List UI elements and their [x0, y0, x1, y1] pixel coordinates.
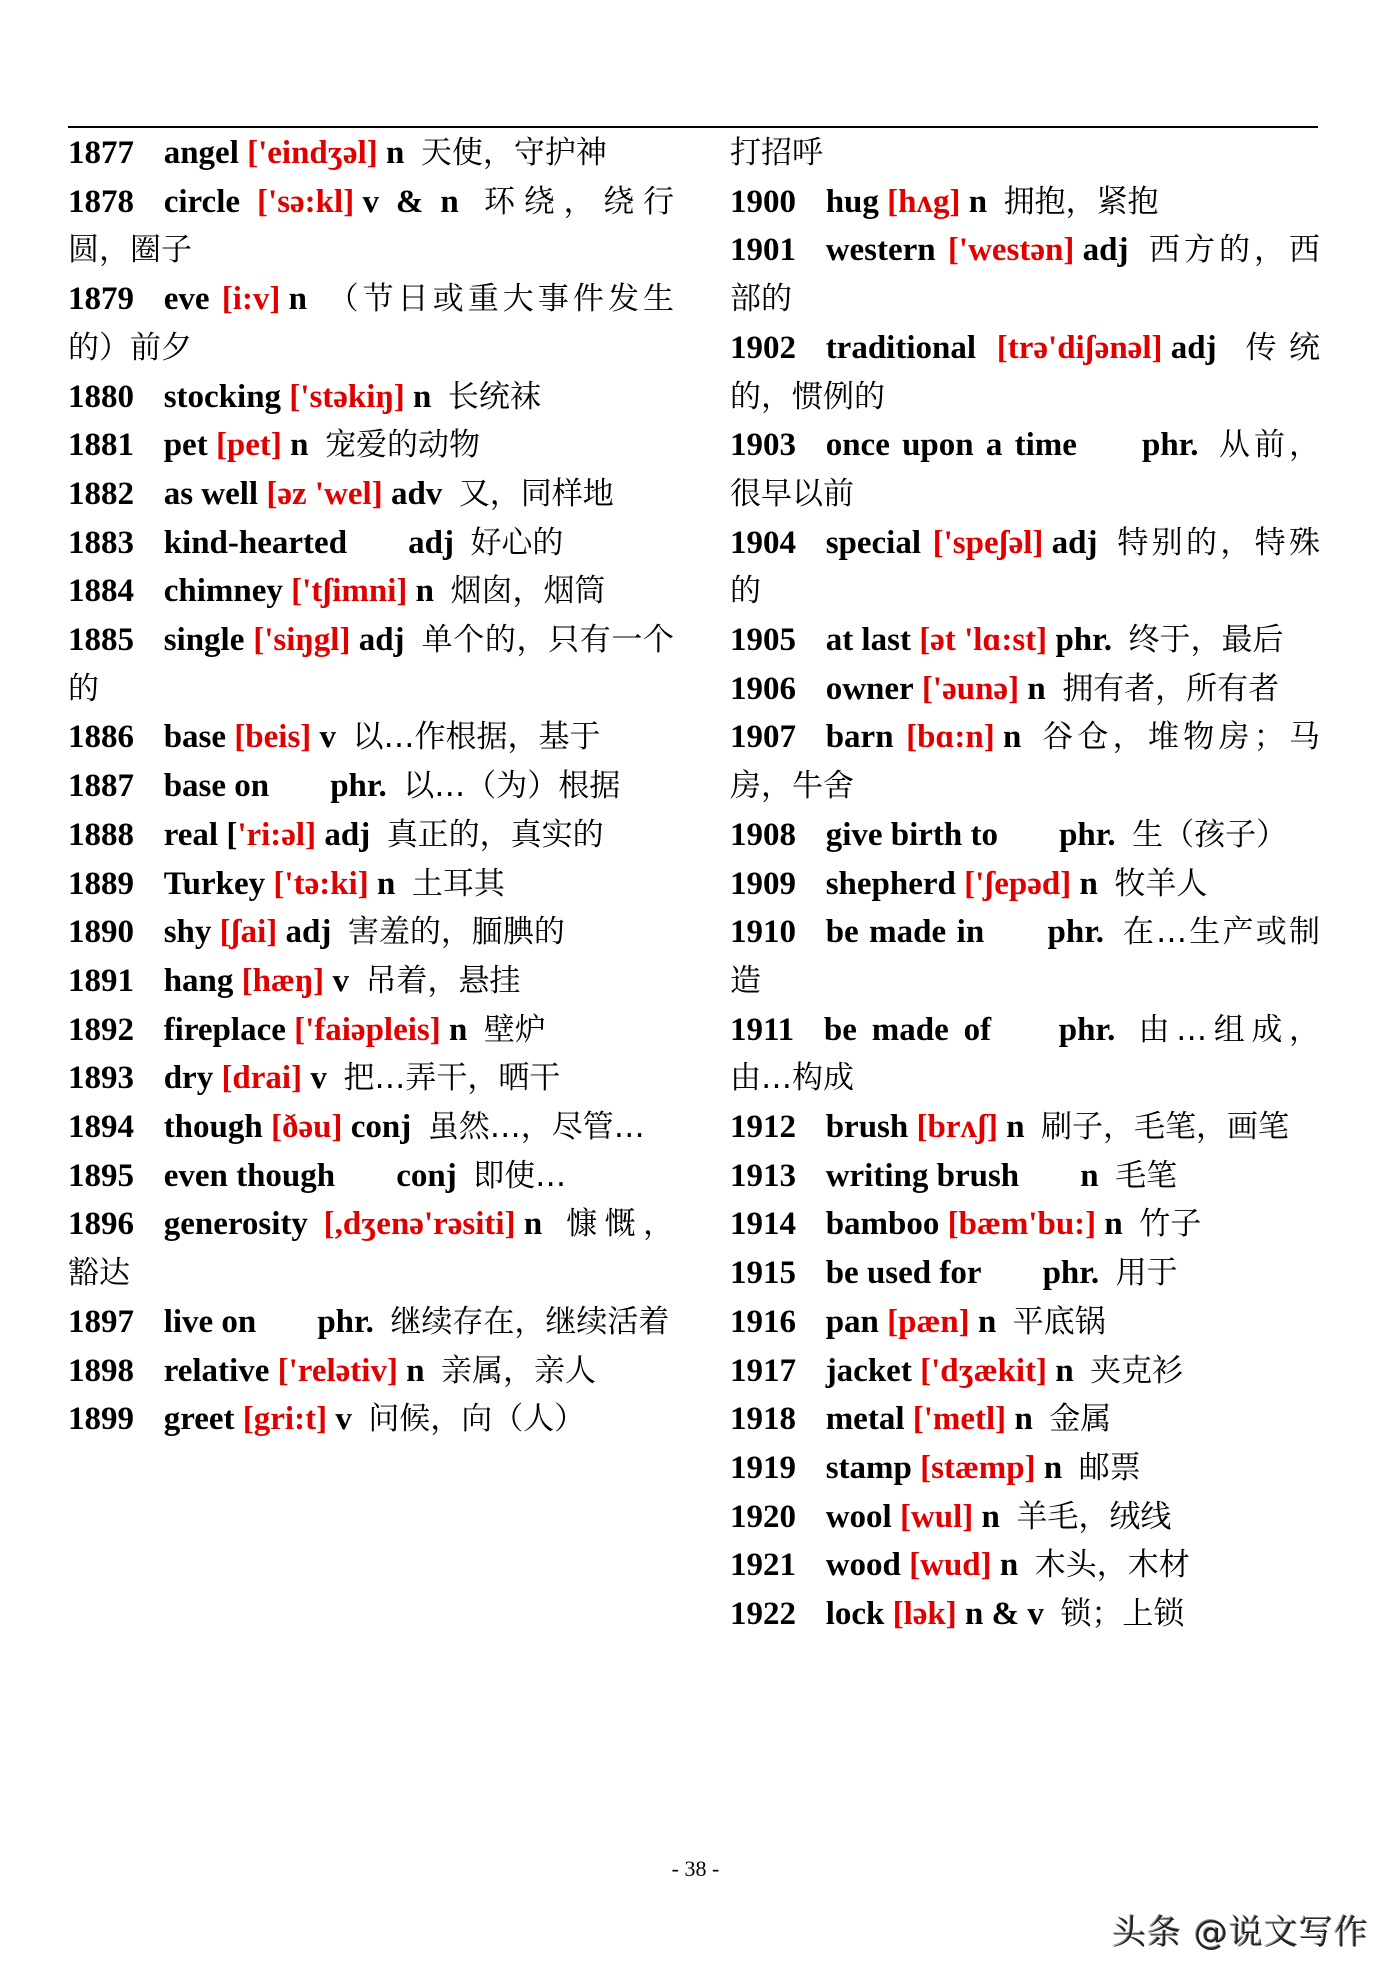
entry-number: 1905: [730, 622, 796, 659]
entry-part-of-speech: n & v: [965, 1596, 1044, 1633]
vocab-entry: [68, 811, 674, 860]
entry-definition: 土耳其: [411, 865, 505, 902]
entry-word: be used for: [825, 1255, 982, 1292]
entry-phonetic: [ðəu]: [271, 1109, 343, 1146]
entry-number: 1879: [68, 281, 134, 318]
entry-part-of-speech: n: [977, 1303, 997, 1340]
entry-number: 1902: [730, 329, 796, 366]
entry-definition: 特别的，特殊的: [730, 524, 1321, 610]
entry-word: traditional: [825, 329, 977, 366]
entry-part-of-speech: adj: [1082, 232, 1129, 269]
entry-definition: 虽然…，尽管…: [427, 1109, 645, 1146]
vocab-entry: [68, 373, 674, 422]
entry-word: be made in: [825, 914, 985, 951]
entry-definition: 邮票: [1078, 1449, 1141, 1486]
right-column: [730, 129, 1320, 1639]
entry-definition: 夹克衫: [1090, 1352, 1184, 1389]
entry-definition: （节日或重大事件发生的）前夕: [68, 281, 674, 366]
entry-word: once upon a time: [825, 427, 1077, 464]
vocab-entry: [68, 616, 674, 713]
entry-definition: 天使，守护神: [420, 135, 607, 171]
entry-phonetic: [wul]: [899, 1498, 974, 1535]
entry-word: as well: [163, 475, 259, 512]
entry-number: 1921: [730, 1547, 796, 1584]
left-column: [68, 129, 737, 1444]
entry-phonetic: ['tʃimni]: [291, 573, 408, 610]
entry-number: 1910: [730, 914, 796, 951]
entry-word: kind-hearted: [163, 524, 348, 561]
entry-phonetic: ['westən]: [947, 232, 1075, 269]
vocab-entry: [68, 1054, 674, 1103]
entry-phonetic: 'ri:əl]: [237, 816, 317, 853]
entry-word: western: [825, 232, 936, 269]
entry-number: 1882: [68, 475, 134, 512]
entry-definition: 用于: [1115, 1255, 1178, 1292]
entry-word: metal: [825, 1401, 905, 1438]
entry-part-of-speech: phr.: [330, 768, 387, 805]
entry-definition: 单个的，只有一个的: [68, 622, 675, 707]
entry-part-of-speech: adj: [1170, 329, 1217, 366]
vocab-entry: [730, 1347, 1320, 1396]
entry-phonetic: ['stəkiŋ]: [289, 378, 405, 415]
entry-part-of-speech: n: [1043, 1449, 1063, 1486]
entry-phonetic: ['relətiv]: [277, 1352, 398, 1389]
entry-phonetic: [pet]: [215, 427, 282, 464]
entry-number: 1901: [730, 232, 796, 269]
vocab-entry: [730, 226, 1320, 323]
entry-phonetic-lead: [: [226, 816, 238, 853]
entry-number: 1887: [68, 768, 134, 805]
entry-number: 1894: [68, 1109, 134, 1146]
entry-word: dry: [163, 1060, 214, 1097]
entry-number: 1895: [68, 1157, 134, 1194]
entry-number: 1890: [68, 914, 134, 951]
entry-part-of-speech: n: [1014, 1401, 1033, 1438]
entry-word: hang: [163, 962, 234, 999]
entry-number: 1904: [730, 524, 796, 561]
entry-definition: 毛笔: [1115, 1157, 1178, 1194]
vocab-entry: [68, 713, 674, 762]
entry-part-of-speech: adj: [358, 622, 405, 659]
entry-part-of-speech: n: [376, 865, 396, 902]
entry-phonetic: [stæmp]: [920, 1449, 1036, 1486]
entry-number: 1888: [68, 816, 134, 853]
entry-number: 1911: [730, 1011, 795, 1048]
entry-word: at last: [825, 622, 911, 659]
vocab-entry: [68, 421, 674, 470]
vocab-entry: [730, 1006, 1320, 1103]
entry-definition: 宠爱的动物: [325, 427, 481, 464]
vocab-entry: [730, 1395, 1320, 1444]
entry-number: 1892: [68, 1011, 134, 1048]
entry-phonetic: [bɑ:n]: [906, 719, 995, 756]
entry-part-of-speech: n: [449, 1011, 468, 1048]
entry-word: live on: [163, 1303, 257, 1340]
entry-word: barn: [825, 719, 894, 756]
entry-part-of-speech: phr.: [317, 1303, 374, 1340]
entry-number: 1922: [730, 1596, 796, 1633]
entry-word: real: [163, 816, 219, 853]
entry-part-of-speech: n: [1002, 719, 1022, 756]
entry-word: writing brush: [825, 1157, 1020, 1194]
entry-phonetic: [trə'diʃənəl]: [996, 329, 1163, 366]
entry-number: 1897: [68, 1303, 134, 1340]
entry-word: base: [163, 719, 227, 756]
entry-phonetic: [ət 'lɑ:st]: [919, 622, 1048, 659]
entry-phonetic: ['eindʒəl]: [247, 135, 378, 171]
entry-part-of-speech: adj: [324, 816, 371, 853]
vocab-entry: [730, 519, 1320, 616]
entry-part-of-speech: n: [290, 427, 309, 464]
entry-part-of-speech: adj: [408, 524, 454, 561]
entry-word: shy: [163, 914, 212, 951]
entry-definition: 牧羊人: [1114, 865, 1208, 902]
entry-phonetic: ['metl]: [912, 1401, 1007, 1438]
entry-word: jacket: [825, 1352, 912, 1389]
vocab-entry: [68, 1347, 674, 1396]
entry-definition: 锁；上锁: [1060, 1596, 1185, 1633]
entry-word: eve: [163, 281, 210, 318]
vocab-entry: [68, 1152, 674, 1201]
vocab-entry: [730, 616, 1320, 665]
entry-phonetic: [bæm'bu:]: [947, 1206, 1097, 1243]
entry-phonetic: [i:v]: [221, 281, 281, 318]
entry-word: greet: [163, 1401, 235, 1438]
entry-number: 1913: [730, 1157, 796, 1194]
vocab-entry: [68, 275, 674, 372]
entry-word: be made of: [823, 1011, 992, 1048]
entry-part-of-speech: n: [1027, 670, 1046, 707]
vocab-entry: [68, 129, 674, 178]
entry-phonetic: [drai]: [221, 1060, 303, 1097]
vocab-entry: [730, 1249, 1320, 1298]
entry-word: give birth to: [825, 816, 999, 853]
entry-part-of-speech: phr.: [1055, 622, 1113, 659]
entry-phonetic: ['dʒækit]: [920, 1352, 1048, 1389]
entry-definition: 亲属，亲人: [441, 1352, 597, 1389]
entry-definition: 谷仓，堆物房；马房，牛舍: [730, 719, 1321, 805]
vocab-entry: [68, 1200, 674, 1297]
entry-word: generosity: [163, 1206, 308, 1243]
entry-definition: 终于，最后: [1128, 622, 1284, 659]
entry-definition: 在…生产或制造: [730, 914, 1321, 999]
entry-word: single: [163, 622, 245, 659]
right-entries: [730, 178, 1320, 1639]
entry-word: hug: [825, 183, 879, 220]
entry-phonetic: ['siŋgl]: [253, 622, 351, 659]
entry-word: brush: [825, 1109, 909, 1146]
vocab-entry: [730, 860, 1320, 909]
entry-part-of-speech: n: [999, 1547, 1019, 1584]
entry-definition: 慷慨，豁达: [68, 1206, 674, 1292]
entry-definition: 好心的: [470, 524, 564, 561]
entry-word: owner: [825, 670, 914, 707]
entry-number: 1896: [68, 1206, 134, 1243]
entry-phonetic: [brʌʃ]: [916, 1109, 998, 1146]
entry-word: circle: [163, 183, 241, 220]
entry-part-of-speech: adv: [390, 475, 443, 512]
watermark: 头条 @说文写作: [1112, 1913, 1369, 1953]
entry-phonetic: [ʃai]: [219, 914, 278, 951]
entry-phonetic: ['faiəpleis]: [294, 1011, 441, 1048]
entry-word: stamp: [825, 1449, 912, 1486]
vocab-entry: [730, 908, 1320, 1005]
entry-definition: 西方的，西部的: [730, 232, 1321, 318]
vocab-entry: [68, 1103, 674, 1152]
entry-definition: 烟囱，烟筒: [450, 573, 606, 610]
entry-part-of-speech: n: [968, 183, 988, 220]
entry-number: 1903: [730, 427, 796, 464]
entry-part-of-speech: n: [1080, 1157, 1099, 1194]
entry-number: 1899: [68, 1401, 134, 1438]
entry-part-of-speech: conj: [396, 1157, 457, 1194]
entry-part-of-speech: adj: [285, 914, 332, 951]
entry-word: wool: [825, 1498, 892, 1535]
entry-definition: 金属: [1049, 1401, 1112, 1438]
vocab-entry: [730, 1590, 1320, 1639]
entry-definition: 由…组成，由…构成: [730, 1011, 1321, 1097]
vocab-entry: [730, 1200, 1320, 1249]
entry-part-of-speech: conj: [350, 1109, 412, 1146]
entry-definition: 羊毛，绒线: [1016, 1498, 1172, 1535]
continuation-text: 打招呼: [730, 135, 823, 171]
vocab-entry: [730, 178, 1320, 227]
entry-word: fireplace: [163, 1011, 286, 1048]
entry-definition: 壁炉: [483, 1011, 546, 1048]
entry-part-of-speech: adj: [1051, 524, 1098, 561]
entry-phonetic: ['tə:ki]: [273, 865, 369, 902]
header-rule: [68, 126, 1318, 128]
entry-number: 1909: [730, 865, 796, 902]
entry-number: 1891: [68, 962, 134, 999]
entry-part-of-speech: n: [981, 1498, 1000, 1535]
entry-phonetic: ['əunə]: [921, 670, 1020, 707]
entry-part-of-speech: n: [1055, 1352, 1074, 1389]
entry-definition: 从前，很早以前: [730, 427, 1321, 512]
entry-number: 1908: [730, 816, 796, 853]
entry-definition: 生（孩子）: [1132, 816, 1288, 853]
entry-definition: 把…弄干，晒干: [343, 1060, 561, 1097]
entry-phonetic: [lək]: [892, 1596, 957, 1633]
entry-part-of-speech: phr.: [1141, 427, 1199, 464]
entry-definition: 拥抱，紧抱: [1003, 183, 1159, 220]
entry-definition: 问候，向（人）: [368, 1401, 586, 1438]
entry-number: 1920: [730, 1498, 796, 1535]
entry-definition: 拥有者，所有者: [1062, 670, 1280, 707]
entry-part-of-speech: v & n: [362, 183, 459, 220]
entry-phonetic: ['sə:kl]: [257, 183, 355, 220]
entry-word: relative: [163, 1352, 270, 1389]
entry-word: base on: [163, 768, 270, 805]
entry-part-of-speech: n: [413, 378, 432, 415]
entry-phonetic: [gri:t]: [242, 1401, 328, 1438]
entry-number: 1885: [68, 622, 134, 659]
entry-word: even though: [163, 1157, 336, 1194]
vocab-entry: [730, 1444, 1320, 1493]
entry-part-of-speech: n: [1104, 1206, 1123, 1243]
entry-phonetic: [hæŋ]: [241, 962, 325, 999]
entry-word: shepherd: [825, 865, 956, 902]
entry-number: 1893: [68, 1060, 134, 1097]
entry-number: 1917: [730, 1352, 796, 1389]
entry-word: chimney: [163, 573, 283, 610]
entry-number: 1877: [68, 135, 134, 171]
vocab-entry: [730, 665, 1320, 714]
vocab-entry: [68, 519, 674, 568]
entry-word: stocking: [163, 378, 282, 415]
entry-part-of-speech: v: [319, 719, 337, 756]
vocab-entry: [68, 470, 674, 519]
entry-number: 1883: [68, 524, 134, 561]
vocab-entry: [730, 324, 1320, 421]
entry-definition: 木头，木材: [1034, 1547, 1190, 1584]
entry-definition: 平底锅: [1012, 1303, 1106, 1340]
entry-definition: 竹子: [1139, 1206, 1202, 1243]
entry-definition: 吊着，悬挂: [365, 962, 521, 999]
entry-word: Turkey: [163, 865, 266, 902]
vocab-entry: [730, 713, 1320, 810]
entry-number: 1914: [730, 1206, 796, 1243]
entry-part-of-speech: phr.: [1059, 816, 1116, 853]
entry-word: special: [825, 524, 922, 561]
vocab-entry: [68, 567, 674, 616]
entry-number: 1881: [68, 427, 134, 464]
entry-number: 1898: [68, 1352, 134, 1389]
entry-part-of-speech: n: [385, 135, 405, 171]
entry-part-of-speech: n: [523, 1206, 543, 1243]
entry-phonetic: [pæn]: [887, 1303, 970, 1340]
vocab-entry: [730, 1103, 1320, 1152]
vocab-entry: [68, 908, 674, 957]
entry-phonetic: ['ʃepəd]: [964, 865, 1072, 902]
vocab-entry: [68, 762, 674, 811]
vocab-entry: [730, 1152, 1320, 1201]
entry-phonetic: [wud]: [909, 1547, 992, 1584]
vocab-entry: [730, 421, 1320, 518]
entry-number: 1884: [68, 573, 134, 610]
entry-part-of-speech: n: [415, 573, 435, 610]
entry-definition: 继续存在，继续活着: [390, 1303, 670, 1340]
entry-word: though: [163, 1109, 263, 1146]
entry-part-of-speech: n: [288, 281, 308, 318]
entry-phonetic: [,dʒenə'rəsiti]: [323, 1206, 516, 1243]
entry-number: 1919: [730, 1449, 796, 1486]
vocab-entry: [730, 811, 1320, 860]
entry-part-of-speech: v: [335, 1401, 352, 1438]
entry-number: 1900: [730, 183, 796, 220]
entry-number: 1886: [68, 719, 134, 756]
vocab-entry: [68, 1006, 674, 1055]
vocab-entry: [68, 178, 737, 275]
entry-word: angel: [163, 135, 239, 171]
entry-definition: 刷子，毛笔，画笔: [1041, 1109, 1290, 1146]
vocab-entry: [68, 860, 674, 909]
entry-phonetic: [əz 'wel]: [266, 475, 383, 512]
entry-part-of-speech: phr.: [1042, 1255, 1100, 1292]
entry-number: 1915: [730, 1255, 796, 1292]
entry-number: 1889: [68, 865, 134, 902]
entry-part-of-speech: n: [1079, 865, 1098, 902]
entry-word: bamboo: [825, 1206, 940, 1243]
page-number: - 38 -: [671, 1856, 720, 1881]
vocab-entry: [68, 1395, 674, 1444]
entry-definition: 又，同样地: [458, 475, 614, 512]
entry-number: 1918: [730, 1401, 796, 1438]
entry-part-of-speech: n: [406, 1352, 425, 1389]
entry-definition: 以…作根据，基于: [352, 719, 601, 756]
entry-word: wood: [825, 1547, 901, 1584]
entry-definition: 传统的，惯例的: [730, 329, 1321, 415]
entry-word: pan: [825, 1303, 879, 1340]
entry-part-of-speech: v: [310, 1060, 327, 1097]
vocab-entry: [730, 1298, 1320, 1347]
entry-number: 1912: [730, 1109, 796, 1146]
entry-number: 1916: [730, 1303, 796, 1340]
entry-part-of-speech: v: [332, 962, 349, 999]
entry-number: 1906: [730, 670, 796, 707]
vocab-entry: [68, 1298, 674, 1347]
vocab-entry: [730, 1541, 1320, 1590]
entry-definition: 长统袜: [447, 378, 541, 415]
vocab-entry: [68, 957, 674, 1006]
entry-definition: 以…（为）根据: [403, 768, 621, 805]
entry-phonetic: ['speʃəl]: [932, 524, 1044, 561]
entry-number: 1907: [730, 719, 796, 756]
entry-definition: 环绕，绕行 圆，圈子: [68, 183, 737, 269]
entry-definition: 真正的，真实的: [386, 816, 604, 853]
entry-part-of-speech: n: [1006, 1109, 1025, 1146]
entry-phonetic: [hʌg]: [887, 183, 961, 220]
entry-definition: 害羞的，腼腆的: [347, 914, 565, 951]
vocab-entry: [730, 1493, 1320, 1542]
entry-part-of-speech: phr.: [1047, 914, 1105, 951]
entry-number: 1880: [68, 378, 134, 415]
entry-word: pet: [163, 427, 208, 464]
entry-definition: 即使…: [473, 1157, 567, 1194]
entry-word: lock: [825, 1596, 885, 1633]
entry-phonetic: [beis]: [234, 719, 312, 756]
entry-number: 1878: [68, 183, 134, 220]
entry-part-of-speech: phr.: [1058, 1011, 1116, 1048]
